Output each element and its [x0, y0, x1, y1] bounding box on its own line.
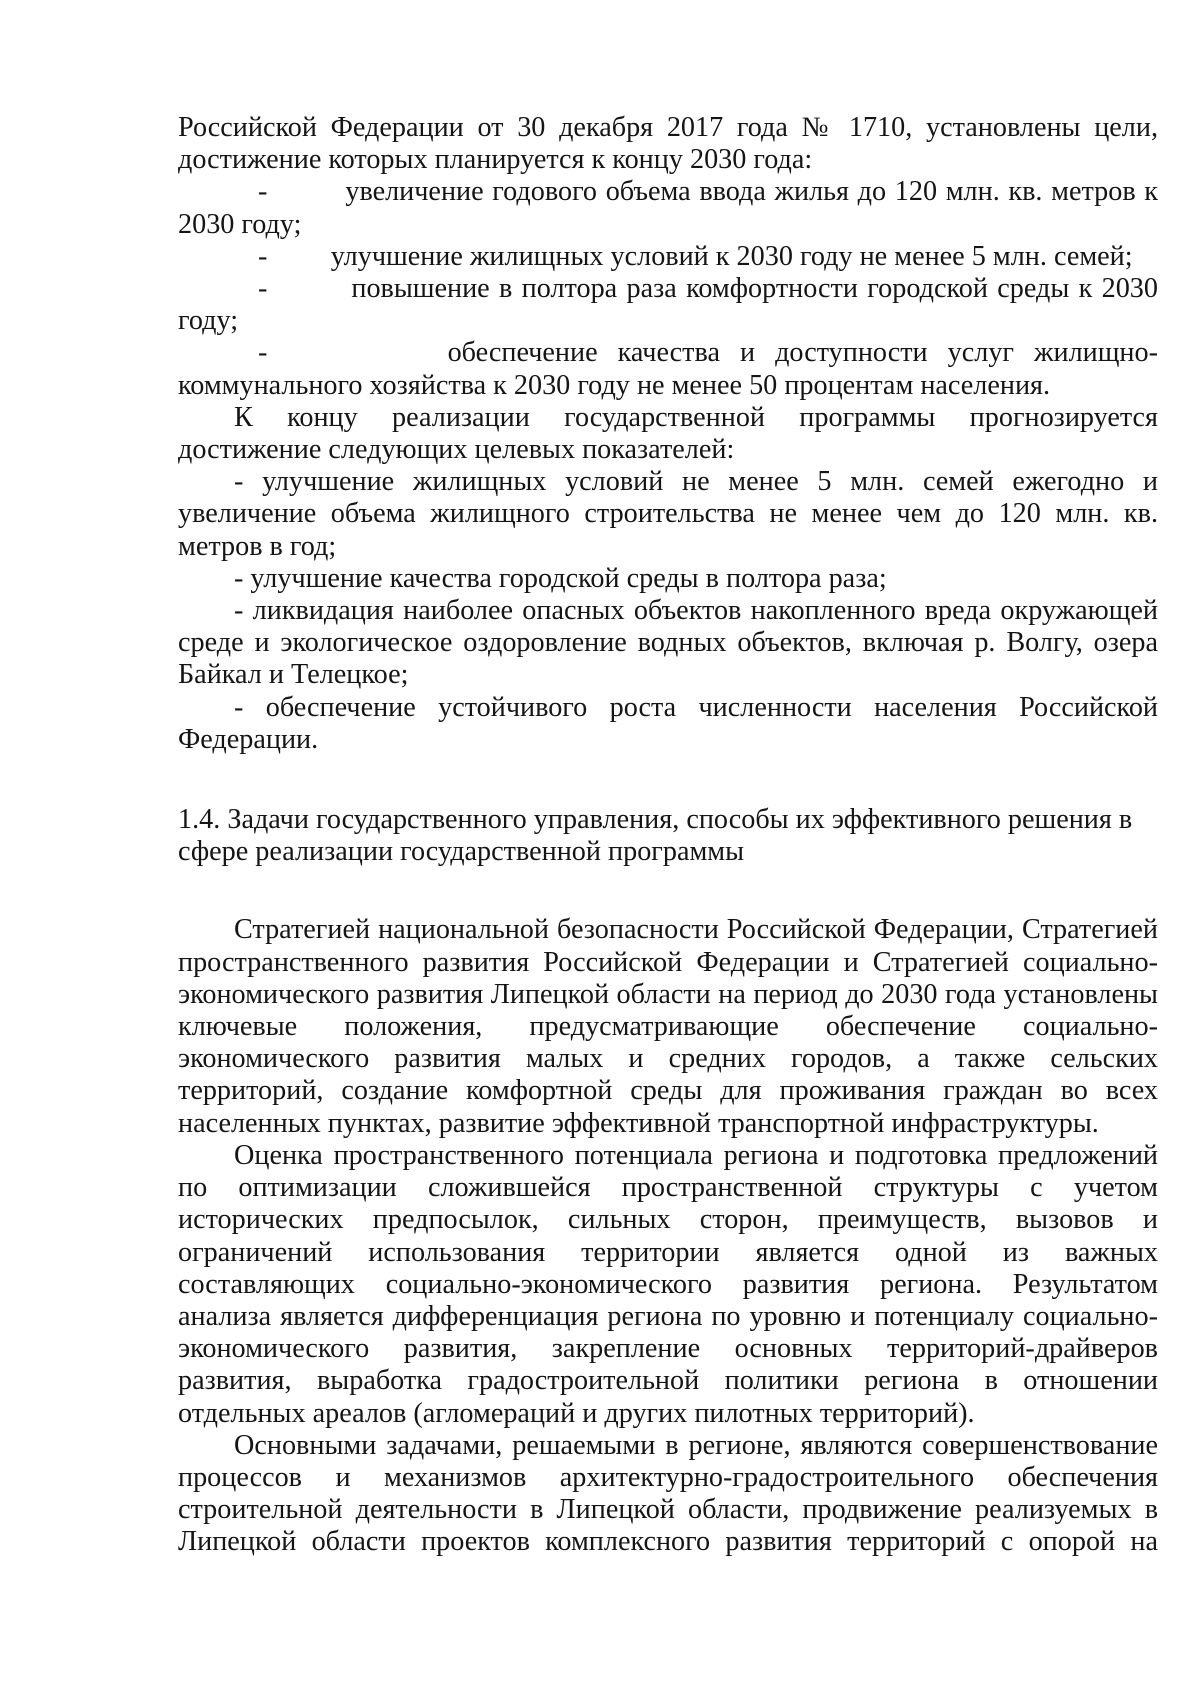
- main-tasks-paragraph: Основными задачами, решаемыми в регионе, являются совершенствование процессов и механизмов архитектурно-градостроительного обеспечения строительной деятельности в Липецкой области, продвижение реализуемых в Липецкой области проектов комплексного развития территорий с опорой на: [178, 1429, 1158, 1558]
- spatial-assessment-paragraph: Оценка пространственного потенциала региона и подготовка предложений по оптимизации сложившейся пространственной структуры с учетом исторических предпосылок, сильных сторон, преимуществ, вызовов и ограничений использования территории является одной из важных составляющих социально-экономического развития региона. Результатом анализа является дифференциация региона по уровню и потенциалу социально-экономического развития, закрепление основных территорий-драйверов развития, выработка градостроительной политики региона в отношении отдельных ареалов (агломераций и других пилотных территорий).: [178, 1139, 1158, 1429]
- strategy-paragraph: Стратегией национальной безопасности Российской Федерации, Стратегией пространственного развития Российской Федерации и Стратегией социально-экономического развития Липецкой области на период до 2030 года установлены ключевые положения, предусматривающие обеспечение социально-экономического развития малых и средних городов, а также сельских территорий, создание комфортной среды для проживания граждан во всех населенных пунктах, развитие эффективной транспортной инфраструктуры.: [178, 914, 1158, 1139]
- section-heading-line-2: сфере реализации государственной программы: [178, 836, 745, 868]
- target-item-urban-environment: - улучшение качества городской среды в полтора раза;: [234, 562, 887, 594]
- intro-paragraph: Российской Федерации от 30 декабря 2017 года № 1710, установлены цели, достижение которых планируется к концу 2030 года:: [178, 112, 1158, 176]
- target-item-housing: - улучшение жилищных условий не менее 5 млн. семей ежегодно и увеличение объема жилищного строительства не менее чем до 120 млн. кв. метров в год;: [178, 466, 1158, 562]
- section-heading: [178, 804, 1158, 868]
- goal-item-utilities-quality: - обеспечение качества и доступности услуг жилищно-коммунального хозяйства к 2030 году не менее 50 процентам населения.: [178, 337, 1158, 401]
- target-item-ecology: - ликвидация наиболее опасных объектов накопленного вреда окружающей среде и экологическое оздоровление водных объектов, включая р. Волгу, озера Байкал и Телецкое;: [178, 595, 1158, 691]
- targets-intro-paragraph: К концу реализации государственной программы прогнозируется достижение следующих целевых показателей:: [178, 401, 1158, 466]
- target-item-population: - обеспечение устойчивого роста численности населения Российской Федерации.: [178, 691, 1158, 755]
- goal-item-living-conditions: - улучшение жилищных условий к 2030 году не менее 5 млн. семей;: [258, 240, 1133, 272]
- section-heading-line-1: 1.4. Задачи государственного управления, способы их эффективного решения в: [178, 804, 1133, 836]
- document-page: [178, 112, 1158, 1559]
- goal-item-housing-volume: - увеличение годового объема ввода жилья до 120 млн. кв. метров к 2030 году;: [178, 176, 1158, 240]
- goal-item-urban-comfort: - повышение в полтора раза комфортности городской среды к 2030 году;: [178, 273, 1158, 337]
